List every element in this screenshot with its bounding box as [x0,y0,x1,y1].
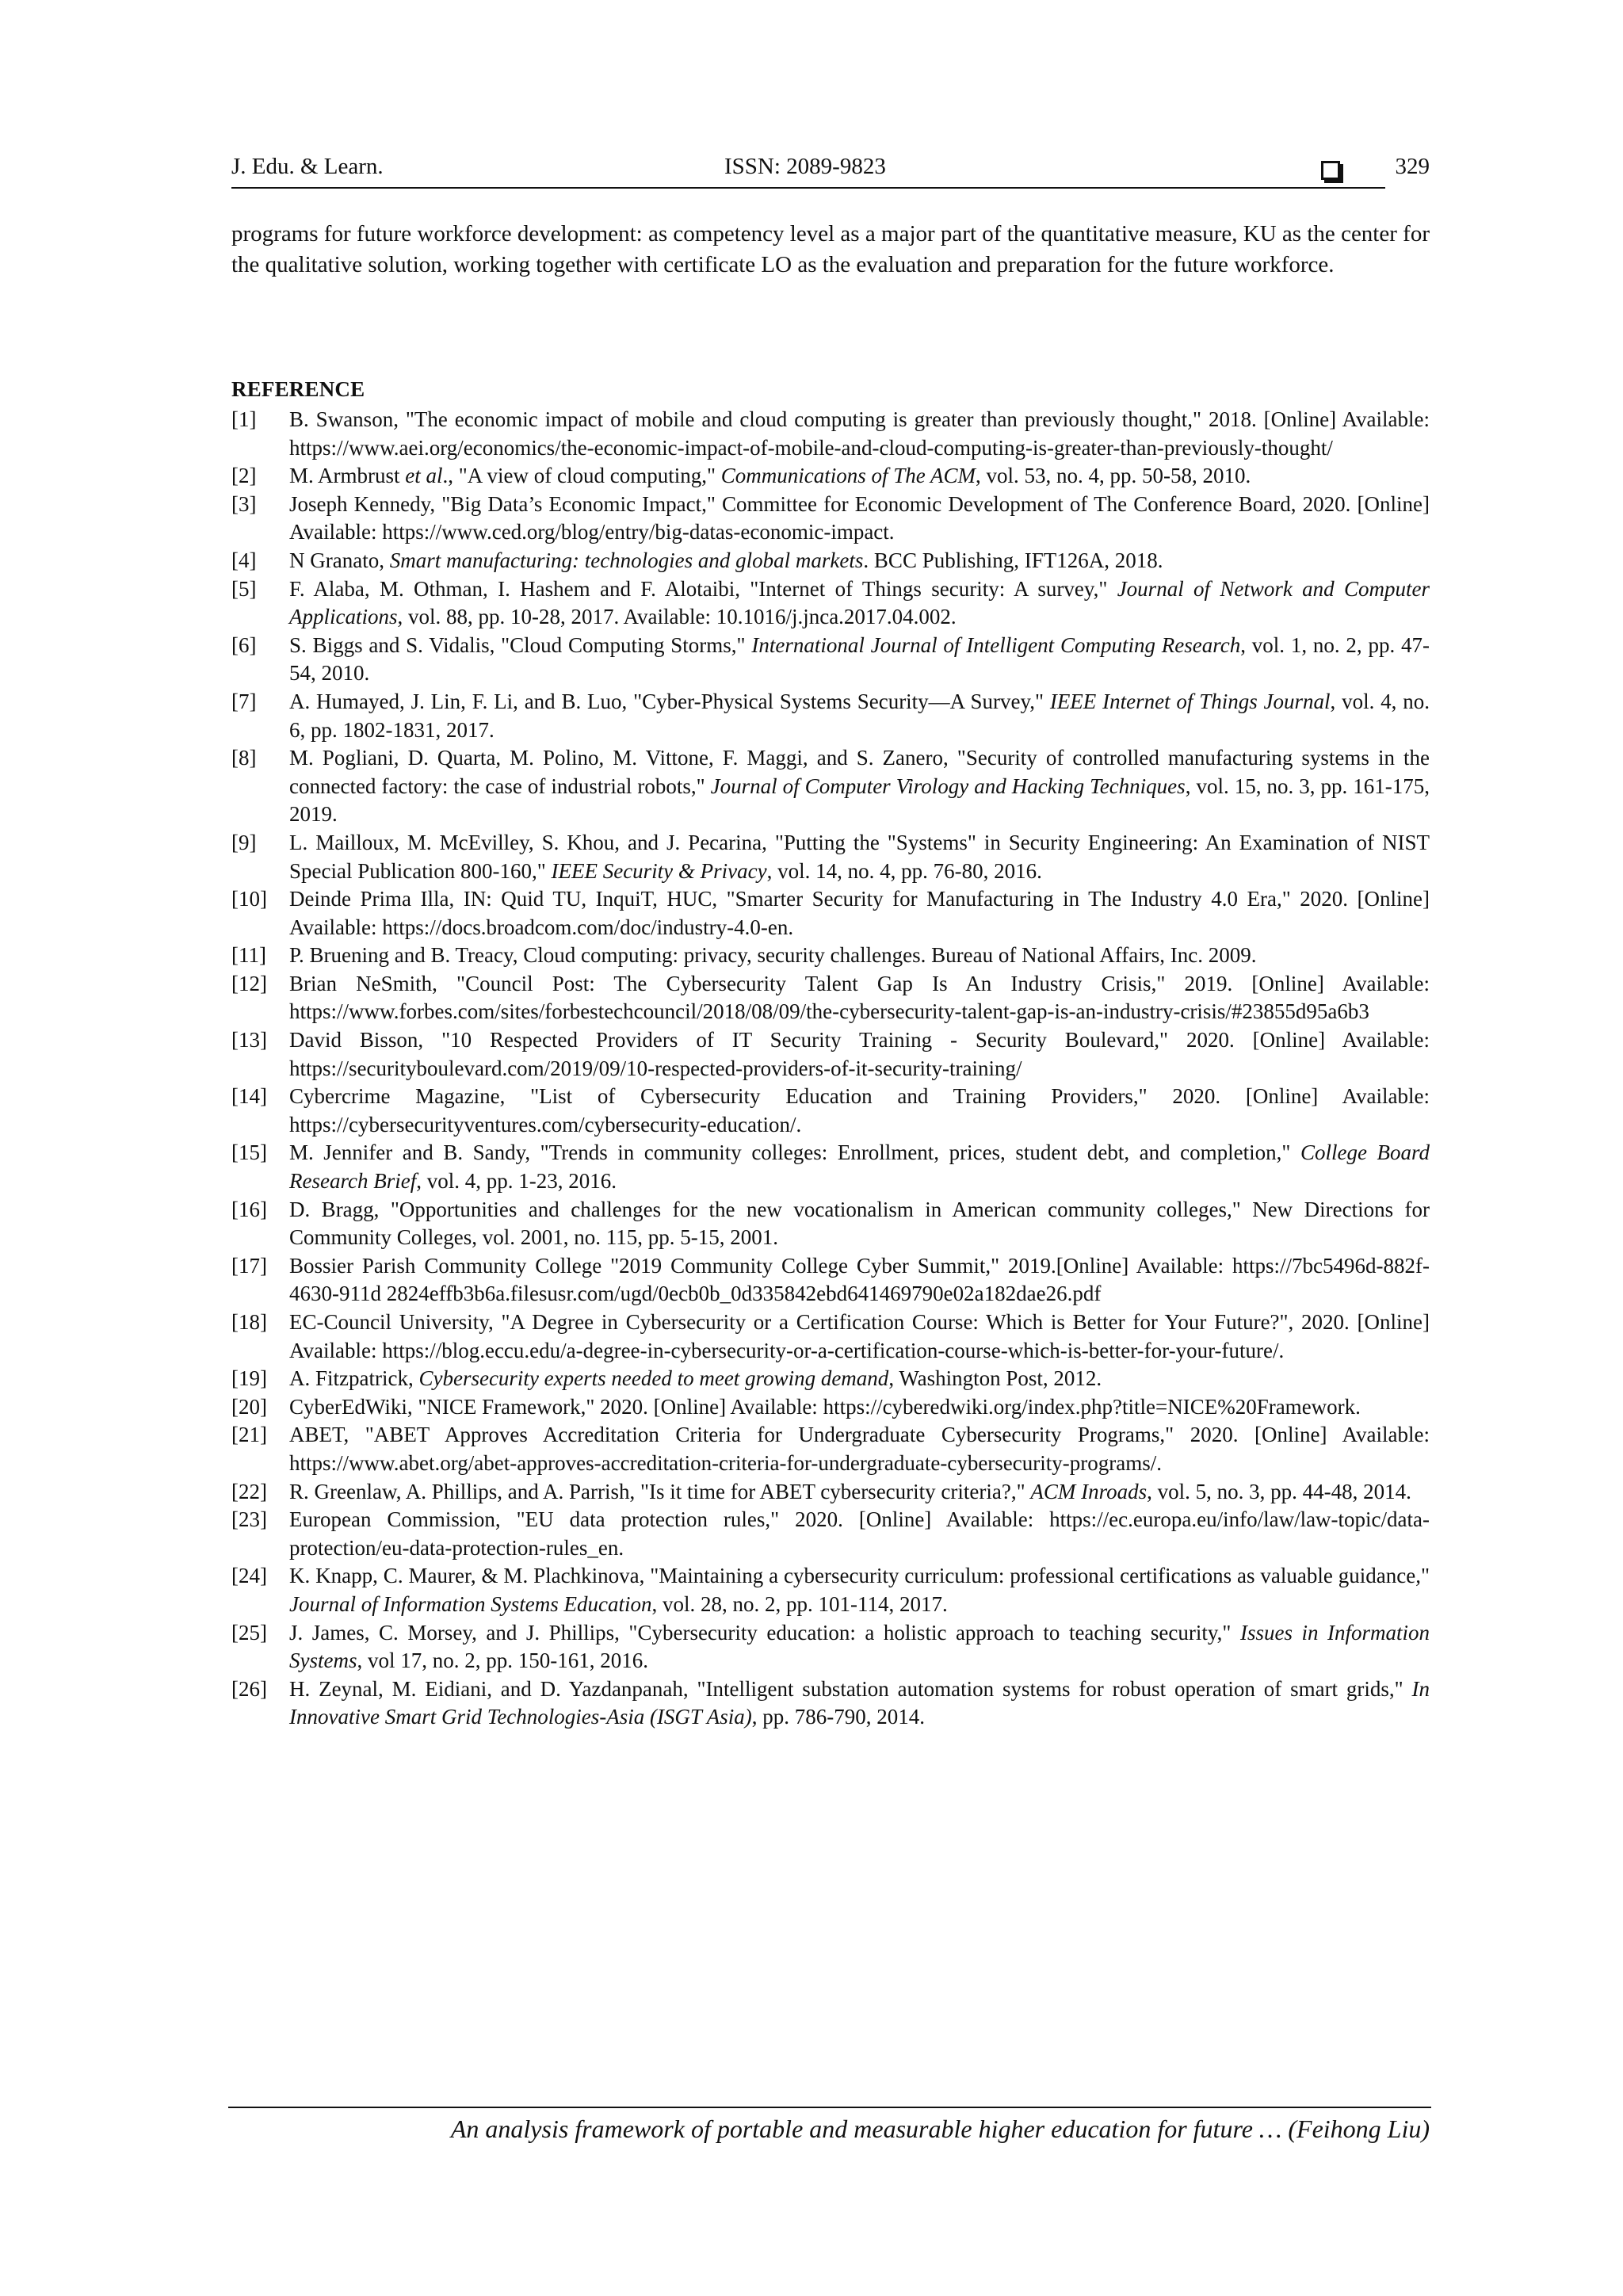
reference-number: [4] [231,548,257,572]
reference-number: [25] [231,1620,267,1645]
reference-text: J. James, C. Morsey, and J. Phillips, "Cybersecurity education: a holistic approach to teaching security," Issues in Information Systems, vol 17, no. 2, pp. 150-161, 2016. [289,1620,1430,1673]
header-rule [231,187,1385,189]
reference-item [231,1421,1430,1477]
reference-number: [1] [231,407,257,431]
checkbox-square-icon [1321,161,1340,180]
reference-item [231,1026,1430,1083]
reference-list [231,406,1430,1732]
reference-item [231,462,1430,491]
reference-text: L. Mailloux, M. McEvilley, S. Khou, and J. Pecarina, "Putting the "Systems" in Security Engineering: An Examination of NIST Special Publication 800-160," IEEE Security & Privacy, vol. 14, no. 4, pp. 76-80, 2016. [289,830,1430,883]
reference-text: R. Greenlaw, A. Phillips, and A. Parrish, "Is it time for ABET cybersecurity criteria?," ACM Inroads, vol. 5, no. 3, pp. 44-48, 2014. [289,1479,1411,1503]
reference-item [231,1619,1430,1675]
reference-item [231,1083,1430,1139]
reference-number: [16] [231,1197,267,1221]
reference-number: [21] [231,1423,267,1447]
reference-number: [12] [231,971,267,995]
reference-item [231,547,1430,575]
reference-item [231,1196,1430,1252]
reference-item [231,632,1430,688]
reference-number: [14] [231,1084,267,1109]
reference-number: [5] [231,576,257,601]
reference-number: [23] [231,1507,267,1532]
reference-number: [20] [231,1394,267,1419]
reference-number: [18] [231,1310,267,1334]
reference-text: CyberEdWiki, "NICE Framework," 2020. [Online] Available: https://cyberedwiki.org/index.php?title=NICE%20Framework. [289,1394,1361,1419]
reference-text: A. Humayed, J. Lin, F. Li, and B. Luo, "Cyber-Physical Systems Security—A Survey," IEEE Internet of Things Journal, vol. 4, no. 6, pp. 1802-1831, 2017. [289,689,1430,742]
reference-number: [19] [231,1366,267,1391]
reference-text: David Bisson, "10 Respected Providers of IT Security Training - Security Boulevard," 2020. [Online] Available: https://securityboulevard.com/2019/09/10-respected-providers-of-it-security-training/ [289,1028,1430,1080]
page-header [231,154,1430,192]
reference-item [231,970,1430,1026]
reference-text: EC-Council University, "A Degree in Cybersecurity or a Certification Course: Which is Better for Your Future?", 2020. [Online] Available: https://blog.eccu.edu/a-degree-in-cybersecurity-or-a-certification-course-which-is-better-for-your-future/. [289,1310,1430,1362]
reference-item [231,1675,1430,1732]
reference-number: [15] [231,1140,267,1165]
reference-number: [26] [231,1676,267,1701]
reference-text: Brian NeSmith, "Council Post: The Cybersecurity Talent Gap Is An Industry Crisis," 2019. [Online] Available: https://www.forbes.com/sites/forbestechcouncil/2018/08/09/the-cybersecurity-talent-gap-is-an-industry-crisis/#23855d95a6b3 [289,971,1430,1024]
reference-text: N Granato, Smart manufacturing: technologies and global markets. BCC Publishing, IFT126A, 2018. [289,548,1163,572]
reference-number: [22] [231,1479,267,1503]
reference-number: [3] [231,491,257,516]
reference-text: B. Swanson, "The economic impact of mobile and cloud computing is greater than previously thought," 2018. [Online] Available: https://www.aei.org/economics/the-economic-impact-of-mobile-and-cloud-computing-is-greater-than-previously-thought/ [289,407,1430,460]
reference-item [231,942,1430,970]
reference-number: [8] [231,746,257,770]
reference-text: S. Biggs and S. Vidalis, "Cloud Computing Storms," International Journal of Intelligent Computing Research, vol. 1, no. 2, pp. 47-54, 2010. [289,632,1430,686]
reference-item [231,744,1430,829]
reference-item [231,688,1430,744]
reference-item [231,491,1430,547]
running-footer: An analysis framework of portable and measurable higher education for future … (Feihong Liu) [450,2115,1430,2143]
reference-item [231,1139,1430,1195]
reference-text: Joseph Kennedy, "Big Data’s Economic Impact," Committee for Economic Development of The Conference Board, 2020. [Online] Available: https://www.ced.org/blog/entry/big-datas-economic-impact. [289,491,1430,544]
reference-text: European Commission, "EU data protection rules," 2020. [Online] Available: https://ec.europa.eu/info/law/law-topic/data-protection/eu-data-protection-rules_en. [289,1507,1430,1560]
reference-item [231,575,1430,632]
reference-text: M. Pogliani, D. Quarta, M. Polino, M. Vittone, F. Maggi, and S. Zanero, "Security of controlled manufacturing systems in the connected factory: the case of industrial robots," Journal of Computer Virology and Hacking Techniques, vol. 15, no. 3, pp. 161-175, 2019. [289,746,1430,827]
reference-text: D. Bragg, "Opportunities and challenges for the new vocationalism in American community colleges," New Directions for Community Colleges, vol. 2001, no. 115, pp. 5-15, 2001. [289,1197,1430,1250]
footer-rule [228,2107,1431,2108]
reference-item [231,1252,1430,1308]
reference-item [231,829,1430,885]
reference-number: [6] [231,632,257,657]
reference-item [231,1506,1430,1562]
page-number: 329 [1395,154,1430,179]
reference-number: [17] [231,1253,267,1278]
reference-item [231,1393,1430,1422]
reference-text: H. Zeynal, M. Eidiani, and D. Yazdanpanah, "Intelligent substation automation systems for robust operation of smart grids," In Innovative Smart Grid Technologies-Asia (ISGT Asia), pp. 786-790, 2014. [289,1676,1430,1729]
journal-name: J. Edu. & Learn. [231,154,384,179]
reference-item [231,1562,1430,1618]
reference-text: M. Jennifer and B. Sandy, "Trends in community colleges: Enrollment, prices, student debt, and completion," College Board Research Brief, vol. 4, pp. 1-23, 2016. [289,1140,1430,1194]
reference-text: K. Knapp, C. Maurer, & M. Plachkinova, "Maintaining a cybersecurity curriculum: professional certifications as valuable guidance," Journal of Information Systems Education, vol. 28, no. 2, pp. 101-114, 2017. [289,1564,1430,1616]
reference-text: P. Bruening and B. Treacy, Cloud computing: privacy, security challenges. Bureau of National Affairs, Inc. 2009. [289,943,1257,968]
reference-number: [7] [231,689,257,713]
reference-text: A. Fitzpatrick, Cybersecurity experts needed to meet growing demand, Washington Post, 2012. [289,1366,1102,1391]
issn: ISSN: 2089-9823 [724,154,886,179]
reference-item [231,1365,1430,1393]
reference-number: [24] [231,1564,267,1588]
reference-text: Deinde Prima Illa, IN: Quid TU, InquiT, HUC, "Smarter Security for Manufacturing in The Industry 4.0 Era," 2020. [Online] Available: https://docs.broadcom.com/doc/industry-4.0-en. [289,887,1430,939]
reference-number: [10] [231,887,267,911]
reference-text: M. Armbrust et al., "A view of cloud computing," Communications of The ACM, vol. 53, no. 4, pp. 50-58, 2010. [289,464,1251,488]
reference-text: Cybercrime Magazine, "List of Cybersecurity Education and Training Providers," 2020. [Online] Available: https://cybersecurityventures.com/cybersecurity-education/. [289,1084,1430,1137]
references-heading: REFERENCE [231,377,365,401]
reference-text: ABET, "ABET Approves Accreditation Criteria for Undergraduate Cybersecurity Programs," 2020. [Online] Available: https://www.abet.org/abet-approves-accreditation-criteria-for-undergraduate-cybersecurity-programs/. [289,1423,1430,1475]
reference-text: Bossier Parish Community College "2019 Community College Cyber Summit," 2019.[Online] Available: https://7bc5496d-882f-4630-911d 2824effb3b6a.filesusr.com/ugd/0ecb0b_0d335842ebd641469790e02a182dae26.pdf [289,1253,1430,1306]
reference-item [231,406,1430,462]
reference-number: [9] [231,830,257,854]
reference-number: [11] [231,943,266,968]
reference-number: [2] [231,464,257,488]
body-paragraph: programs for future workforce development: as competency level as a major part of the quantitative measure, KU as the center for the qualitative solution, working together with certificate LO as the evaluation and preparation for the future workforce. [231,221,1430,277]
reference-item [231,1308,1430,1365]
reference-text: F. Alaba, M. Othman, I. Hashem and F. Alotaibi, "Internet of Things security: A survey," Journal of Network and Computer Applications, vol. 88, pp. 10-28, 2017. Available: 10.1016/j.jnca.2017.04.002. [289,576,1430,629]
reference-item [231,1478,1430,1507]
reference-number: [13] [231,1028,267,1052]
reference-item [231,885,1430,942]
